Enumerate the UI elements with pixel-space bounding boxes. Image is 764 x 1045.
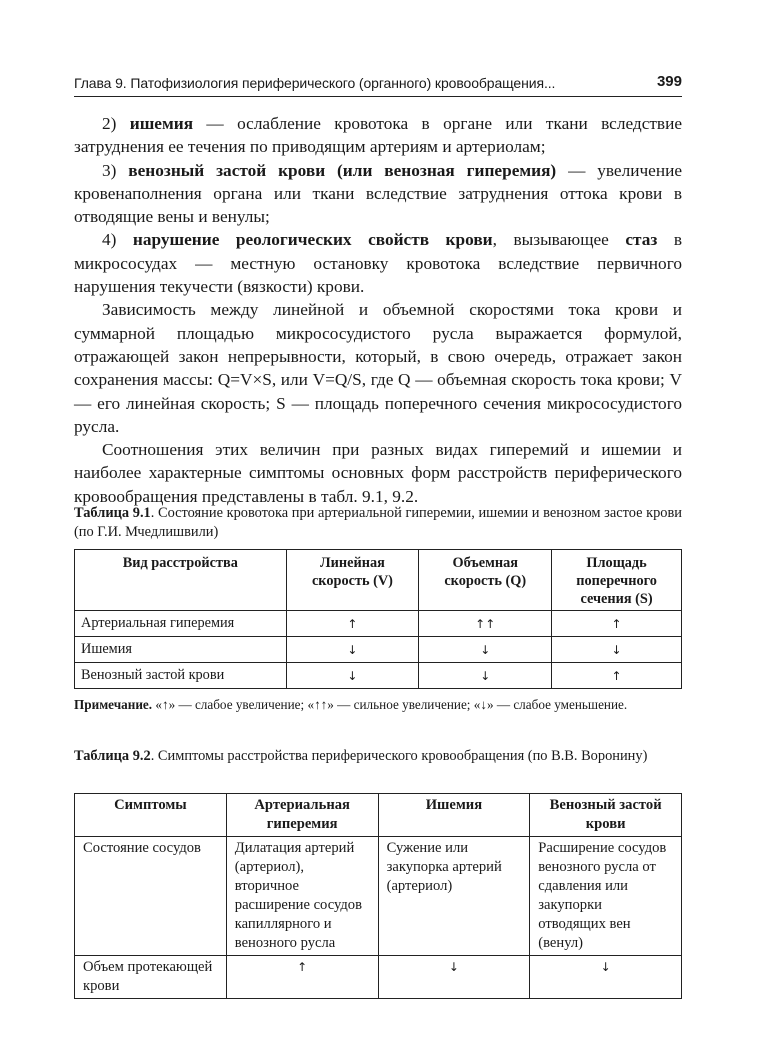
table1-label: Таблица 9.1: [74, 505, 151, 521]
table-cell: Ишемия: [75, 637, 287, 663]
list-item-ischemia: [74, 112, 682, 159]
item-number: 2): [102, 114, 130, 133]
table-header-row: [75, 794, 682, 837]
table-cell: ↑↑: [419, 611, 552, 637]
table2-caption: [74, 747, 682, 766]
table-cell: Расширение сосудов венозного русла от сдавления или закупорки отводящих вен (венул): [530, 837, 682, 956]
table-cell: ↑: [286, 611, 419, 637]
table-cell: ↓: [378, 956, 530, 999]
term-rheology: нарушение реологических свойств крови: [132, 230, 493, 250]
table-cell: Венозный застой крови: [75, 663, 287, 689]
item-text: , вызывающее: [492, 230, 626, 250]
body-text: [74, 112, 682, 508]
item-text: — увеличение кровенаполнения органа или ткани вследствие затруднения оттока крови в отводящие вены и венулы;: [74, 160, 683, 227]
table-cell: ↓: [419, 637, 552, 663]
table-row: [75, 837, 682, 956]
paragraph-tables-ref: Соотношения этих величин при разных видах гиперемий и ишемии и наиболее характерные симптомы основных форм расстройств периферического кровообращения представлены в табл. 9.1, 9.2.: [74, 440, 682, 506]
table-row: [75, 637, 682, 663]
table-9-2: [74, 793, 682, 999]
column-header: Ишемия: [378, 794, 530, 837]
table-cell: ↑: [552, 611, 682, 637]
item-text: — ослабление кровотока в органе или ткани вследствие затруднения ее течения по приводящим артериям и артериолам;: [74, 114, 682, 157]
table-cell: ↑: [226, 956, 378, 999]
table-cell: ↓: [530, 956, 682, 999]
table-9-1: [74, 549, 682, 689]
table-cell: Артериальная гиперемия: [75, 611, 287, 637]
column-header: Вид расстройства: [75, 550, 287, 611]
running-header: [74, 72, 682, 97]
table-cell: Состояние сосудов: [75, 837, 227, 956]
column-header: Линейная скорость (V): [286, 550, 419, 611]
column-header: Объемная скорость (Q): [419, 550, 552, 611]
table2-caption-text: . Симптомы расстройства периферического кровообращения (по В.В. Воронину): [150, 748, 648, 764]
table-row: [75, 663, 682, 689]
note-text: «↑» — слабое увеличение; «↑↑» — сильное увеличение; «↓» — слабое уменьшение.: [152, 697, 628, 712]
table-cell: ↓: [286, 637, 419, 663]
table-cell: Объем протекающей крови: [75, 956, 227, 999]
term-venous-congestion: венозный застой крови (или венозная гиперемия): [128, 160, 557, 180]
table-cell: ↑: [552, 663, 682, 689]
column-header: Площадь поперечного сечения (S): [552, 550, 682, 611]
table2-label: Таблица 9.2: [74, 748, 151, 764]
table-cell: ↓: [552, 637, 682, 663]
chapter-title: Глава 9. Патофизиология периферического (органного) кровообращения...: [74, 75, 556, 91]
paragraph-formula: Зависимость между линейной и объемной скоростями тока крови и суммарной площадью микрососудистого русла выражается формулой, отражающей закон непрерывности, который, в свою очередь, отражает закон сохранения массы: Q=V×S, или V=Q/S, где Q — объемная скорость тока крови; V — его линейная скорость; S — площадь поперечного сечения микрососудистого русла.: [74, 300, 682, 436]
table-cell: Сужение или закупорка артерий (артериол): [378, 837, 530, 956]
table-row: [75, 611, 682, 637]
column-header: Артериальная гиперемия: [226, 794, 378, 837]
table-row: [75, 956, 682, 999]
table-cell: ↓: [286, 663, 419, 689]
table-header-row: [75, 550, 682, 611]
column-header: Симптомы: [75, 794, 227, 837]
item-number: 4): [102, 230, 133, 250]
item-text: в микрососудах — местную остановку кровотока вследствие первичного нарушения текучести (вязкости) крови.: [74, 230, 682, 297]
table-cell: ↓: [419, 663, 552, 689]
table1-caption: [74, 504, 682, 542]
table1-caption-text: . Состояние кровотока при артериальной гиперемии, ишемии и венозном застое крови (по Г.И. Мчедлишвили): [74, 505, 682, 540]
column-header: Венозный застой крови: [530, 794, 682, 837]
table1-note: [74, 696, 682, 713]
note-label: Примечание.: [74, 697, 153, 712]
item-number: 3): [102, 160, 129, 180]
list-item-rheology: [74, 228, 682, 298]
term-stasis: стаз: [625, 230, 658, 250]
page-number: 399: [656, 73, 682, 90]
term-ischemia: ишемия: [129, 114, 194, 133]
table-cell: Дилатация артерий (артериол), вторичное расширение сосудов капиллярного и венозного русла: [226, 837, 378, 956]
list-item-venous-congestion: [74, 159, 682, 229]
